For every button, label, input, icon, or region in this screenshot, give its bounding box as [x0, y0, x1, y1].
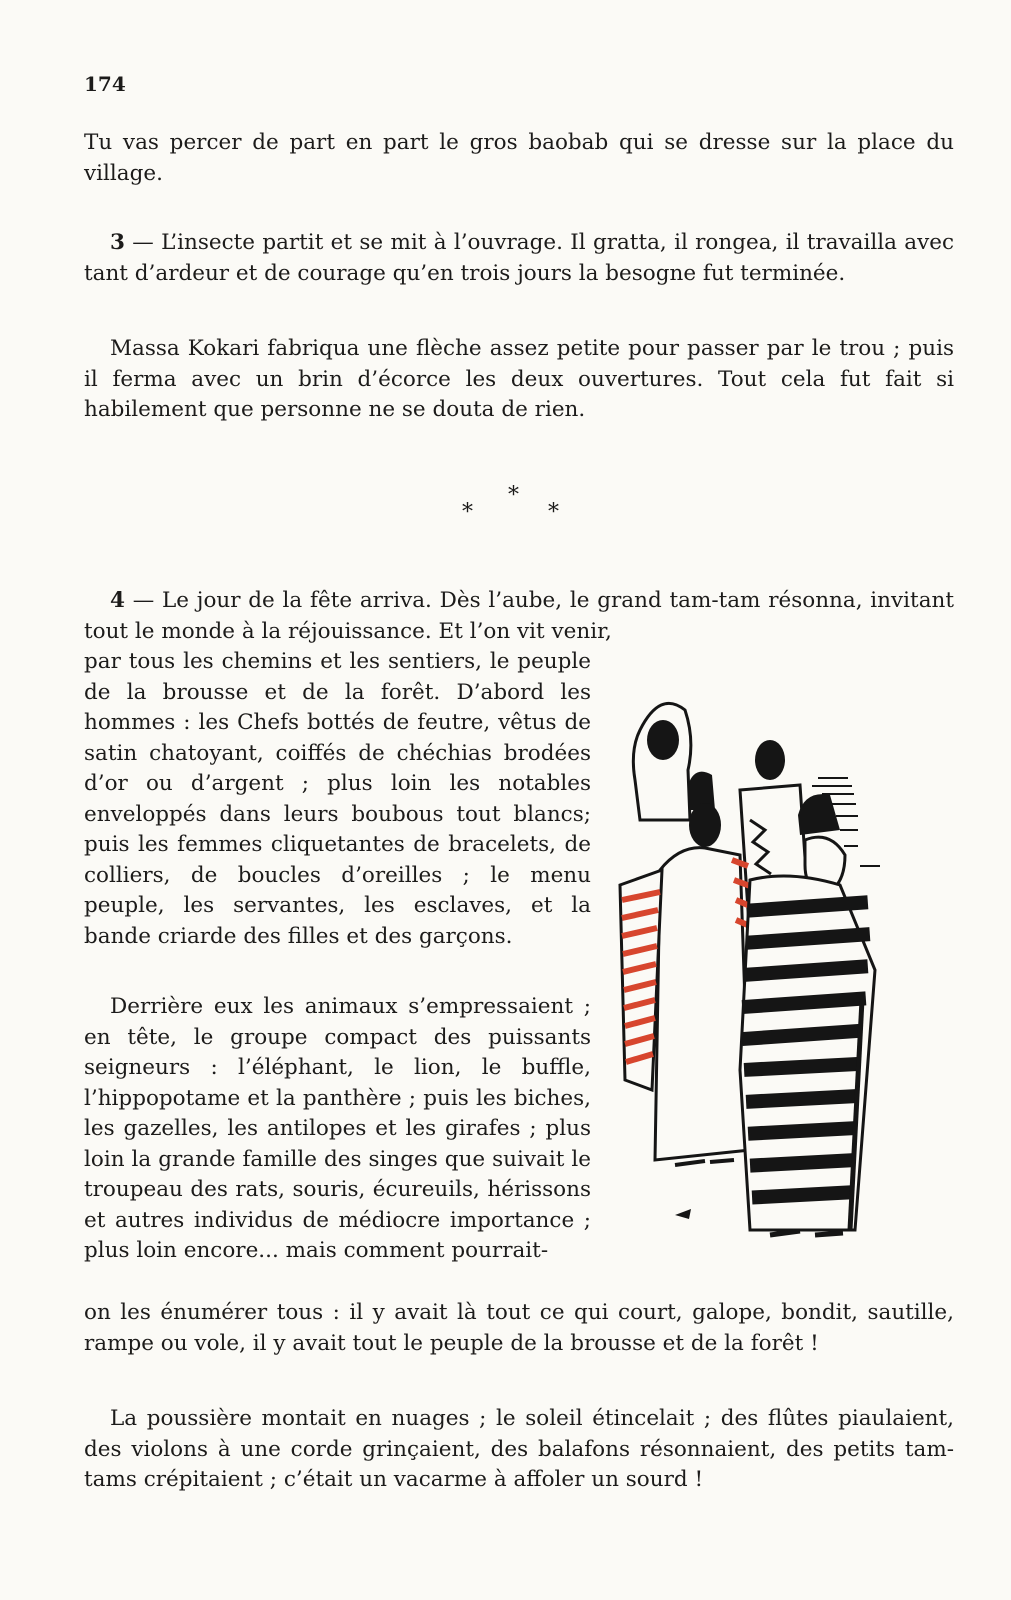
ground-shadow — [675, 1209, 691, 1219]
separator-star-top: * — [508, 483, 519, 508]
separator-star-right: * — [548, 500, 559, 525]
separator-star-left: * — [462, 500, 473, 525]
paragraph-animals: Derrière eux les animaux s’empressaient ; en tête, le groupe compact des puissants seigneurs : l’éléphant, le lion, le buffle, l’hippopotame et la panthère ; puis les biches, les gazelles, les antilopes et les girafes ; plus loin la grande famille des singes que suivait le troupeau des rats, souris, écureuils, hérissons et autres individus de médiocre importance ; plus loin encore... mais comment pourrait- — [84, 994, 591, 1263]
paragraph-4-text: — Le jour de la fête arriva. Dès l’aube, le grand tam-tam résonna, invitant tout le monde à la réjouissance. Et l’on vit venir, — [84, 588, 954, 644]
paragraph-number-3: 3 — [110, 230, 125, 255]
procession-illustration — [600, 670, 910, 1260]
paragraph-animals-end: on les énumérer tous : il y avait là tout ce qui court, galope, bondit, sautille, rampe ou vole, il y avait tout le peuple de la brousse et de la forêt ! — [84, 1300, 954, 1356]
figure-woman-red-stripes — [620, 772, 750, 1165]
paragraph-4-continued: par tous les chemins et les sentiers, le peuple de la brousse et de la forêt. D’abord les hommes : les Chefs bottés de feutre, vêtus de satin chatoyant, coiffés de chéchias brodées d’or ou d’argent ; plus loin les notables enveloppés dans leurs boubous tout blancs; puis les femmes cliquetantes de bracelets, de colliers, de boucles d’oreilles ; le menu peuple, les servantes, les esclaves, et la bande criarde des filles et des garçons. — [84, 649, 591, 949]
paragraph-number-4: 4 — [110, 588, 125, 613]
figure-veiled — [633, 703, 691, 820]
page-number: 174 — [84, 72, 126, 96]
paragraph-3-text: — L’insecte partit et se mit à l’ouvrage. Il gratta, il rongea, il travailla avec tant d’ardeur et de courage qu’en trois jours la besogne fut terminée. — [84, 230, 954, 286]
paragraph-3 — [84, 228, 954, 289]
paragraph-baobab: Tu vas percer de part en part le gros baobab qui se dresse sur la place du village. — [84, 130, 954, 186]
paragraph-4 — [84, 586, 954, 647]
paragraph-poussiere: La poussière montait en nuages ; le soleil étincelait ; des flûtes piaulaient, des violons à une corde grinçaient, des balafons résonnaient, des petits tam-tams crépitaient ; c’était un vacarme à affoler un sourd ! — [84, 1406, 954, 1492]
paragraph-massa-kokari: Massa Kokari fabriqua une flèche assez petite pour passer par le trou ; puis il ferma avec un brin d’écorce les deux ouvertures. Tout cela fut fait si habilement que personne ne se douta de rien. — [84, 336, 954, 422]
